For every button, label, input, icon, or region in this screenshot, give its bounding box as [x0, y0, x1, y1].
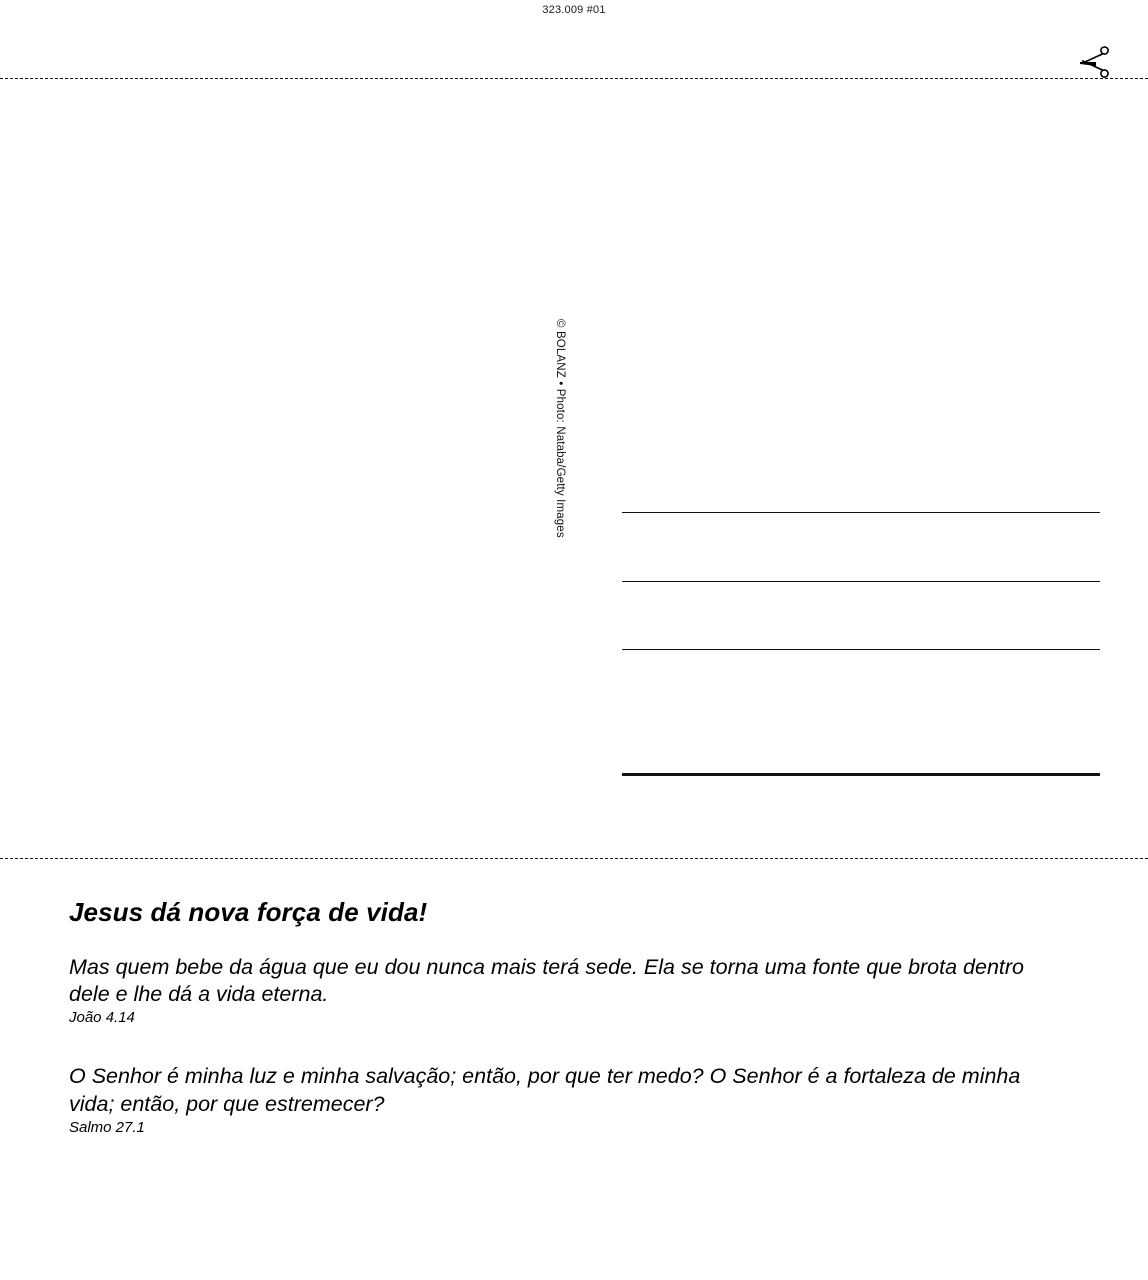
address-line-3: [622, 649, 1100, 650]
address-line-1: [622, 512, 1100, 513]
verse-text: O Senhor é minha luz e minha salvação; então, por que ter medo? O Senhor é a fortaleza de minha vida; então, por que estremecer?: [69, 1064, 1021, 1116]
postcard-area: [0, 79, 1148, 858]
reference-code: 323.009 #01: [542, 4, 606, 16]
message-block: [69, 898, 1069, 1145]
verse-item: [69, 1063, 1069, 1137]
photo-credit: © BOLANZ • Photo: Nataba/Getty Images: [554, 319, 566, 538]
verse-item: [69, 954, 1069, 1028]
address-line-4: [622, 773, 1100, 776]
verse-reference: João 4.14: [69, 1009, 135, 1027]
verse-text: Mas quem bebe da água que eu dou nunca mais terá sede. Ela se torna uma fonte que brota dentro dele e lhe dá a vida eterna.: [69, 954, 1025, 1007]
cut-line-bottom: [0, 858, 1148, 859]
scissors-icon: [1076, 44, 1116, 82]
address-line-2: [622, 581, 1100, 582]
headline: Jesus dá nova força de vida!: [69, 897, 428, 927]
verse-reference: Salmo 27.1: [69, 1119, 145, 1137]
